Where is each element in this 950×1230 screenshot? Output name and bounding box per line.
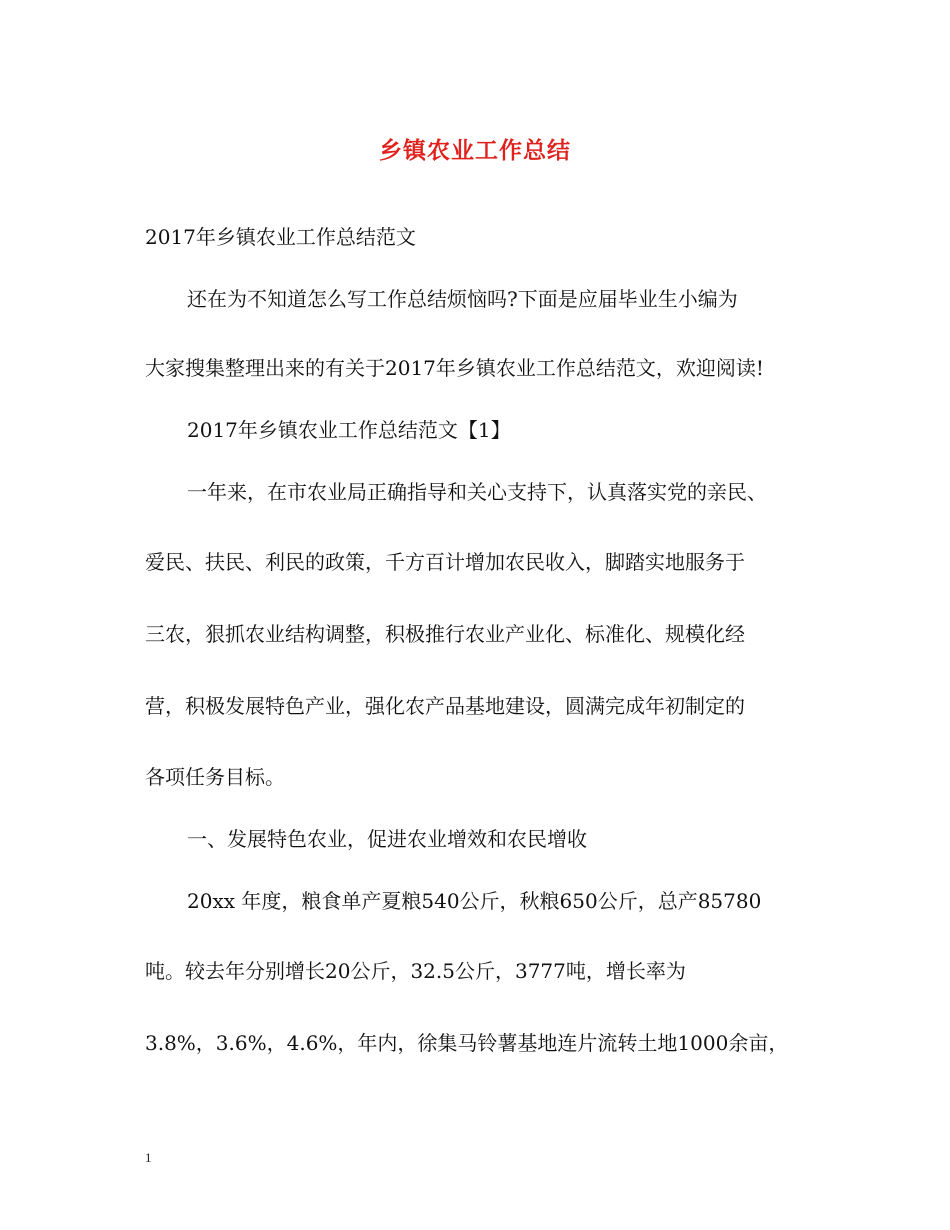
paragraph-line: 3.8%，3.6%，4.6%，年内，徐集马铃薯基地连片流转土地1000余亩， <box>145 1031 789 1055</box>
paragraph-line: 大家搜集整理出来的有关于2017年乡镇农业工作总结范文，欢迎阅读! <box>145 356 764 380</box>
paragraph-line: 各项任务目标。 <box>145 765 285 789</box>
paragraph-line: 三农，狠抓农业结构调整，积极推行农业产业化、标准化、规模化经 <box>145 622 745 646</box>
document-title: 乡镇农业工作总结 <box>379 137 571 164</box>
document-subtitle: 2017年乡镇农业工作总结范文 <box>145 225 416 249</box>
paragraph-line: 20xx 年度，粮食单产夏粮540公斤，秋粮650公斤，总产85780 <box>187 889 762 913</box>
page-number: 1 <box>145 1150 152 1165</box>
paragraph-line: 爱民、扶民、利民的政策，千方百计增加农民收入，脚踏实地服务于 <box>145 550 745 574</box>
paragraph-line: 还在为不知道怎么写工作总结烦恼吗?下面是应届毕业生小编为 <box>187 287 738 311</box>
section-heading: 2017年乡镇农业工作总结范文【1】 <box>187 418 511 442</box>
paragraph-line: 吨。较去年分别增长20公斤，32.5公斤，3777吨，增长率为 <box>145 959 686 983</box>
paragraph-line: 营，积极发展特色产业，强化农产品基地建设，圆满完成年初制定的 <box>145 694 745 718</box>
section-heading: 一、发展特色农业，促进农业增效和农民增收 <box>187 827 587 851</box>
paragraph-line: 一年来，在市农业局正确指导和关心支持下，认真落实党的亲民、 <box>187 480 767 504</box>
